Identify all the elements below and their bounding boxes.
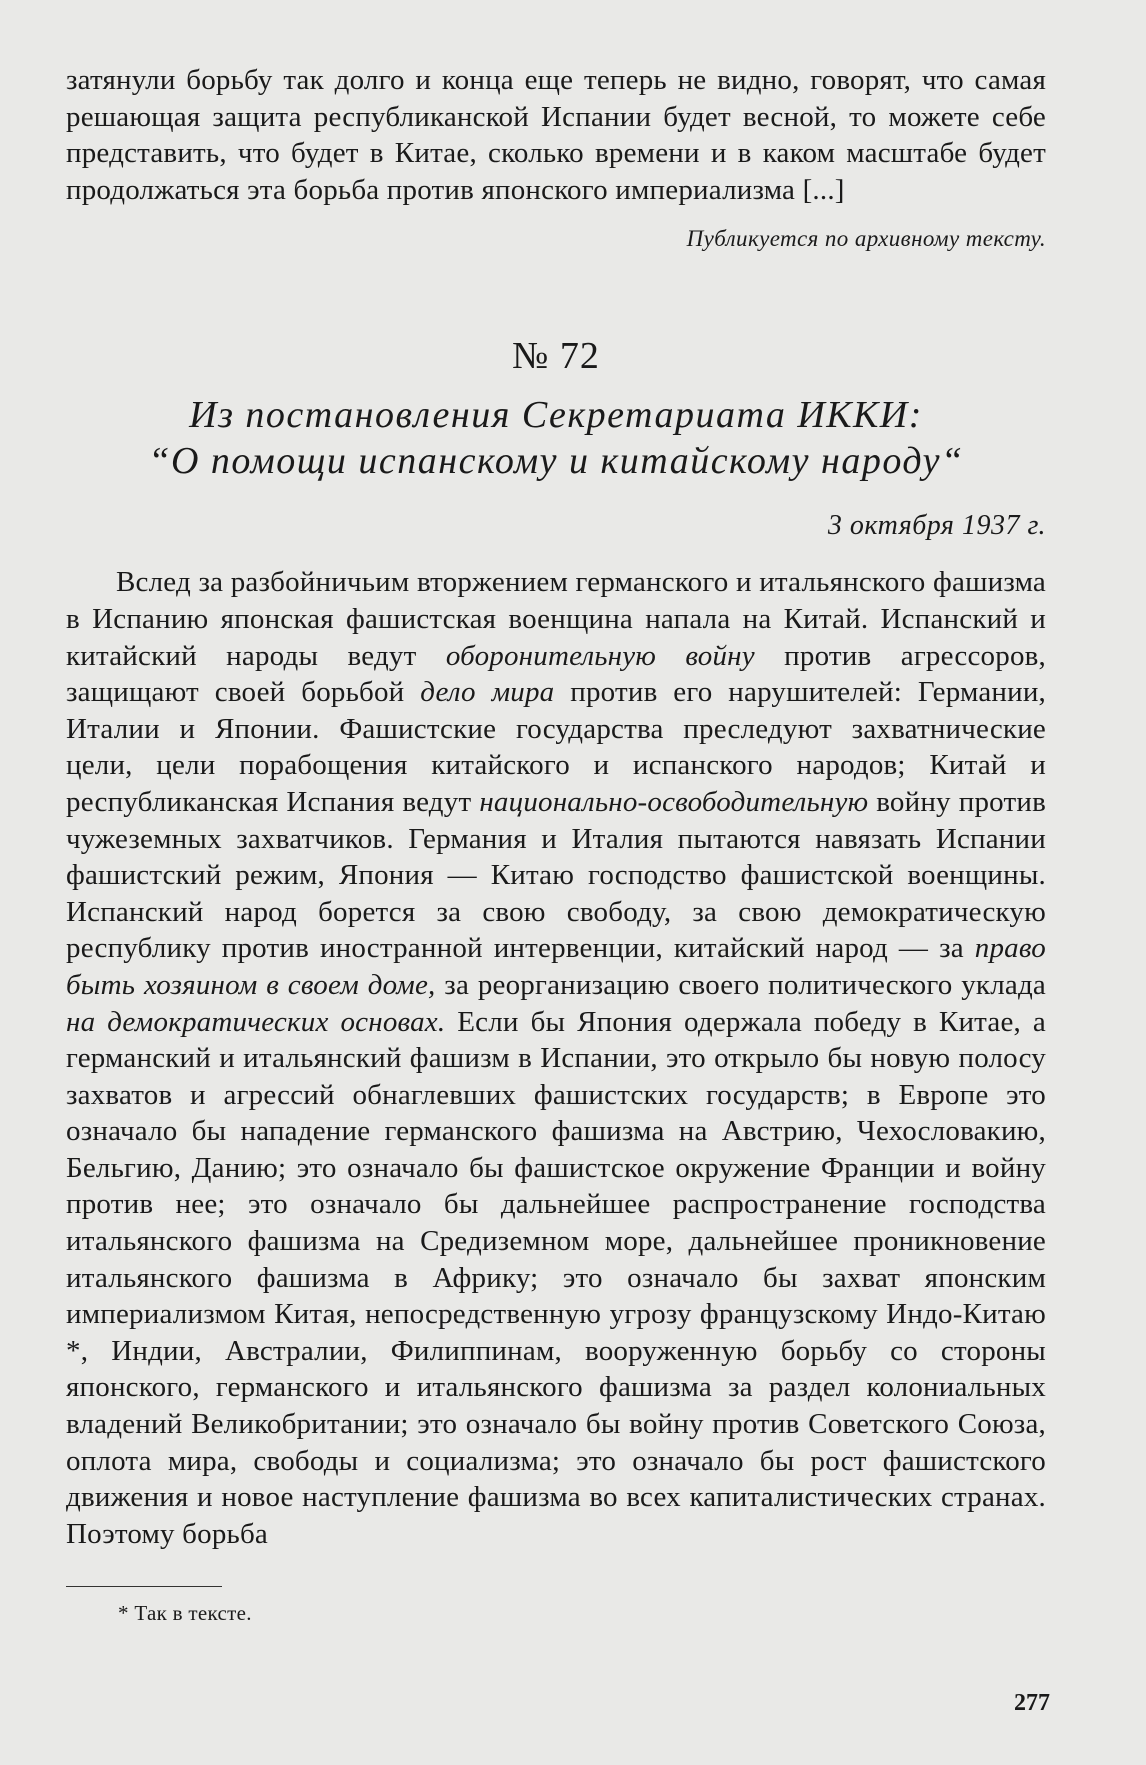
body-emphasis: оборонительную войну: [445, 639, 755, 672]
document-number: № 72: [512, 335, 600, 378]
document-date: 3 октября 1937 г.: [827, 510, 1046, 542]
body-emphasis: право быть хозяином в своем доме,: [66, 932, 1046, 1001]
body-text: против агрессоров, защищают своей борьбой: [66, 639, 1046, 709]
footnote-divider: [66, 1586, 222, 1587]
body-text: за реорганизацию своего политического уклада: [435, 968, 1046, 1001]
footnote: * Так в тексте.: [118, 1601, 252, 1626]
book-page: [66, 62, 1046, 1626]
source-note: Публикуется по архивному тексту.: [686, 226, 1046, 252]
body-emphasis: на демократических основах.: [66, 1005, 446, 1038]
body-emphasis: национально-освободительную: [479, 785, 869, 818]
body-text: Если бы Япония одержала победу в Китае, а германский и итальянский фашизм в Испании, это открыло бы новую полосу захватов и агрессий обнаглевших фашистских государств; в Европе это означало бы нападение германского фашизма на Австрию, Чехословакию, Бельгию, Данию; это означало бы фашистское окружение Франции и войну против нее; это означало бы дальнейшее распространение господства итальянского фашизма на Средиземном море, дальнейшее проникновение итальянского фашизма в Африку; это означало бы захват японским империализмом Китая, непосредственную угрозу французскому Индо-Китаю *, Индии, Австралии, Филиппинам, вооруженную борьбу со стороны японского, германского и итальянского фашизма за раздел колониальных владений Великобритании; это означало бы войну против Советского Союза, оплота мира, свободы и социализма; это означало бы рост фашистского движения и новое наступление фашизма во всех капиталистических странах. Поэтому борьба: [66, 1005, 1046, 1550]
continued-paragraph: затянули борьбу так долго и конца еще теперь не видно, говорят, что самая решающая защита республиканской Испании будет весной, то можете себе представить, что будет в Китае, сколько времени и в каком масштабе будет продолжаться эта борьба против японского империализма [...]: [66, 64, 1046, 206]
body-emphasis: дело мира: [420, 676, 555, 709]
title-line-1: Из постановления Секретариата ИККИ:: [189, 394, 923, 437]
body-text: Вслед за разбойничьим вторжением германского и итальянского фашизма в Испанию японская фашистская военщина напала на Китай. Испанский и китайский народы ведут: [66, 566, 1046, 672]
document-title: [66, 392, 1046, 484]
title-line-2: “О помощи испанскому и китайскому народу“: [148, 440, 964, 483]
main-paragraph: [66, 564, 1046, 1552]
body-text: против его нарушителей: Германии, Италии и Японии. Фашистские государства преследуют захватнические цели, цели порабощения китайского и испанского народов; Китай и республиканская Испания ведут: [66, 676, 1046, 818]
page-number: 277: [1014, 1690, 1050, 1716]
body-text: войну против чужеземных захватчиков. Германия и Италия пытаются навязать Испании фашистский режим, Япония — Китаю господство фашистской военщины. Испанский народ борется за свою свободу, за свою демократическую республику против иностранной интервенции, китайский народ — за: [66, 785, 1046, 965]
